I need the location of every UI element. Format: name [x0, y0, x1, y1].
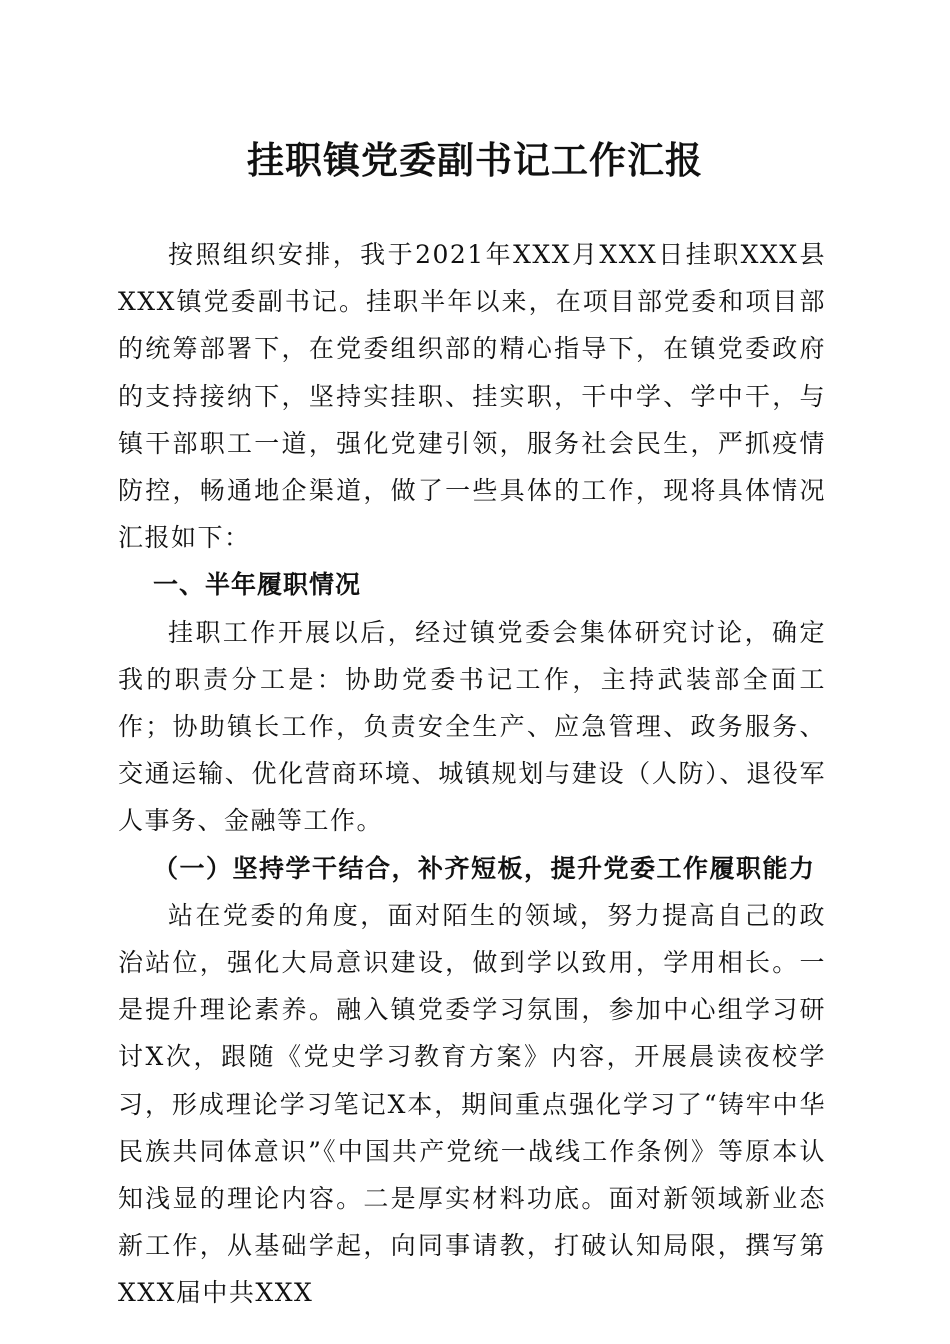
study-paragraph: 站在党委的角度，面对陌生的领域，努力提高自己的政治站位，强化大局意识建设，做到学以致用，学用相长。一是提升理论素养。融入镇党委学习氛围，参加中心组学习研讨X次，跟随《党史学习教育方案》内容，开展晨读夜校学习，形成理论学习笔记X本，期间重点强化学习了“铸牢中华民族共同体意识”《中国共产党统一战线工作条例》等原本认知浅显的理论内容。二是厚实材料功底。面对新领域新业态新工作，从基础学起，向同事请教，打破认知局限，撰写第XXX届中共XXX [118, 900, 826, 1308]
section-heading-1: 一、半年履职情况 [153, 570, 362, 600]
document-body [118, 231, 826, 1317]
document-title: 挂职镇党委副书记工作汇报 [247, 138, 703, 182]
subsection-heading-1: （一）坚持学干结合，补齐短板，提升党委工作履职能力 [153, 853, 816, 883]
duties-paragraph: 挂职工作开展以后，经过镇党委会集体研究讨论，确定我的职责分工是：协助党委书记工作，主持武装部全面工作；协助镇长工作，负责安全生产、应急管理、政务服务、交通运输、优化营商环境、城镇规划与建设（人防）、退役军人事务、金融等工作。 [118, 617, 826, 836]
intro-paragraph: 按照组织安排，我于2021年XXX月XXX日挂职XXX县XXX镇党委副书记。挂职半年以来，在项目部党委和项目部的统筹部署下，在党委组织部的精心指导下，在镇党委政府的支持接纳下，坚持实挂职、挂实职，干中学、学中干，与镇干部职工一道，强化党建引领，服务社会民生，严抓疫情防控，畅通地企渠道，做了一些具体的工作，现将具体情况汇报如下： [118, 240, 826, 553]
